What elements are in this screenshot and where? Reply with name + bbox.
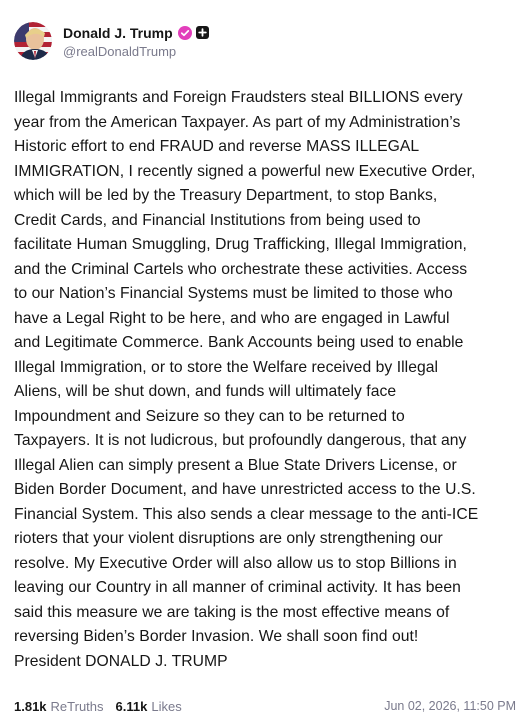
verified-check-icon — [178, 26, 192, 40]
author-names — [63, 24, 209, 59]
retruths-count: 1.81k — [14, 698, 47, 714]
likes-count: 6.11k — [115, 698, 148, 714]
plus-badge-icon — [196, 26, 209, 39]
likes-stat[interactable] — [116, 699, 182, 714]
likes-label: Likes — [151, 698, 182, 714]
profile-avatar-icon — [14, 22, 52, 60]
author-handle[interactable]: @realDonaldTrump — [63, 43, 177, 59]
post-footer — [14, 697, 516, 715]
retruths-stat[interactable] — [14, 699, 104, 714]
author-display-name[interactable]: Donald J. Trump — [63, 24, 173, 41]
post-header — [14, 22, 209, 60]
post-timestamp[interactable]: Jun 02, 2026, 11:50 PM — [384, 699, 516, 713]
post-body-text: Illegal Immigrants and Foreign Fraudsters steal BILLIONS every year from the American Taxpayer. As part of my Administration’s Historic effort to end FRAUD and reverse MASS ILLEGAL IMMIGRATION, I recently signed a powerful new Executive Order, which will be led by the Treasury Department, to stop Banks, Credit Cards, and Financial Institutions from being used to facilitate Human Smuggling, Drug Trafficking, Illegal Immigration, and the Criminal Cartels who orchestrate these activities. Access to our Nation’s Financial Systems must be limited to those who have a Legal Right to be here, and who are engaged in Lawful and Legitimate Commerce. Bank Accounts being used to enable Illegal Immigration, or to store the Welfare received by Illegal Aliens, will be shut down, and funds will ultimately face Impoundment and Seizure so they can to be returned to Taxpayers. It is not ludicrous, but profoundly dangerous, that any Illegal Alien can simply present a Blue State Drivers License, or Biden Border Document, and have unrestricted access to the U.S. Financial System. This also sends a clear message to the anti-ICE rioters that your violent disruptions are only strengthening our resolve. My Executive Order will also allow us to stop Billions in leaving our Country in all manner of criminal activity. It has been said this measure we are taking is the most effective means of reversing Biden’s Border Invasion. We shall soon find out! President DONALD J. TRUMP — [14, 89, 479, 670]
name-row — [63, 24, 209, 42]
retruths-label: ReTruths — [50, 698, 104, 714]
avatar[interactable] — [14, 22, 52, 60]
